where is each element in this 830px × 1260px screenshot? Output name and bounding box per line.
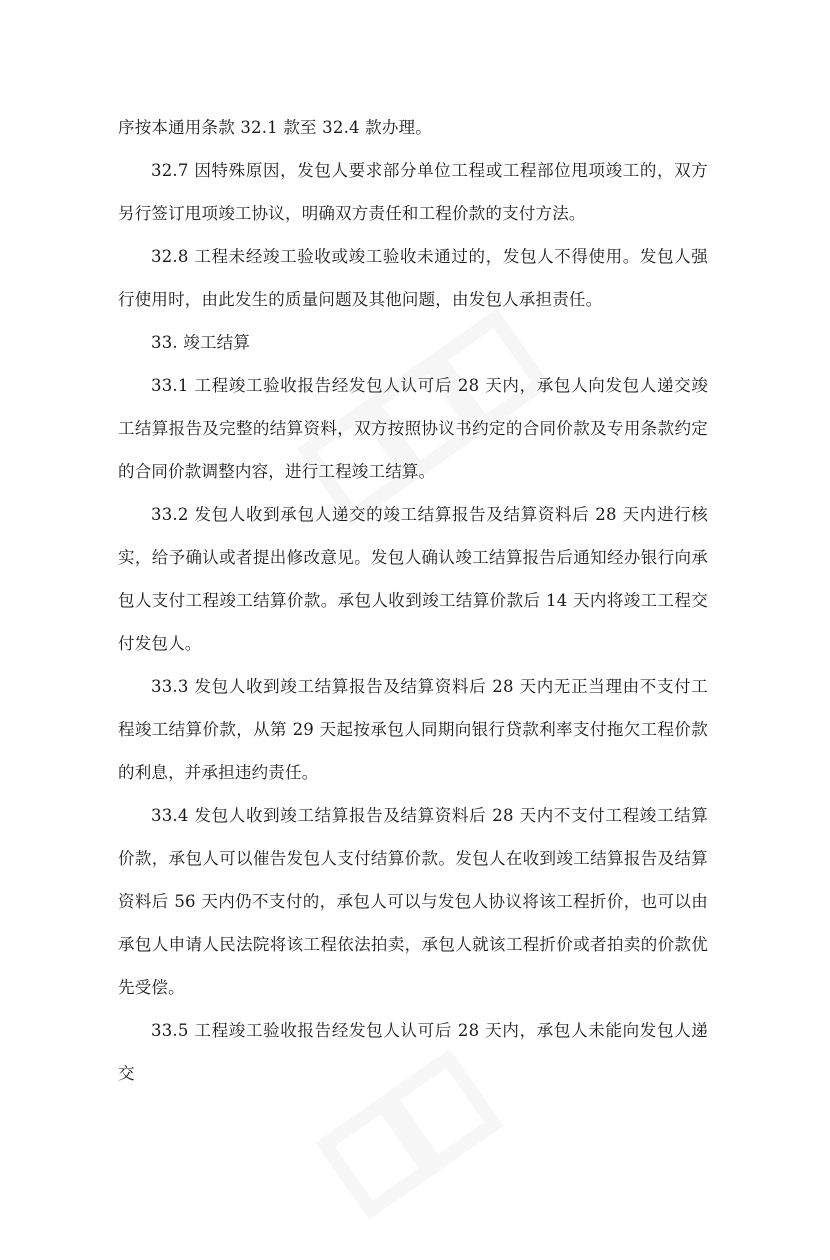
paragraph-33-3: 33.3 发包人收到竣工结算报告及结算资料后 28 天内无正当理由不支付工程竣工结算价款，从第 29 天起按承包人同期向银行贷款利率支付拖欠工程价款的利息，并承担违约责任。 bbox=[118, 677, 708, 782]
paragraph-33-5: 33.5 工程竣工验收报告经发包人认可后 28 天内，承包人未能向发包人递交 bbox=[118, 1021, 708, 1083]
paragraph-continuation: 序按本通用条款 32.1 款至 32.4 款办理。 bbox=[118, 118, 432, 137]
paragraph-32-7: 32.7 因特殊原因，发包人要求部分单位工程或工程部位甩项竣工的，双方另行签订甩项竣工协议，明确双方责任和工程价款的支付方法。 bbox=[118, 161, 708, 223]
section-heading-33: 33. 竣工结算 bbox=[151, 333, 251, 352]
paragraph-32-8: 32.8 工程未经竣工验收或竣工验收未通过的，发包人不得使用。发包人强行使用时，由此发生的质量问题及其他问题，由发包人承担责任。 bbox=[118, 247, 708, 309]
paragraph-33-1: 33.1 工程竣工验收报告经发包人认可后 28 天内，承包人向发包人递交竣工结算报告及完整的结算资料，双方按照协议书约定的合同价款及专用条款约定的合同价款调整内容，进行工程竣工结算。 bbox=[118, 376, 708, 481]
paragraph-33-2: 33.2 发包人收到承包人递交的竣工结算报告及结算资料后 28 天内进行核实，给予确认或者提出修改意见。发包人确认竣工结算报告后通知经办银行向承包人支付工程竣工结算价款。承包人收到竣工结算价款后 14 天内将竣工工程交付发包人。 bbox=[118, 505, 708, 653]
paragraph-33-4: 33.4 发包人收到竣工结算报告及结算资料后 28 天内不支付工程竣工结算价款，承包人可以催告发包人支付结算价款。发包人在收到竣工结算报告及结算资料后 56 天内仍不支付的，承包人可以与发包人协议将该工程折价，也可以由承包人申请人民法院将该工程依法拍卖，承包人就该工程折价或者拍卖的价款优先受偿。 bbox=[118, 806, 708, 997]
document-body bbox=[118, 106, 708, 1095]
